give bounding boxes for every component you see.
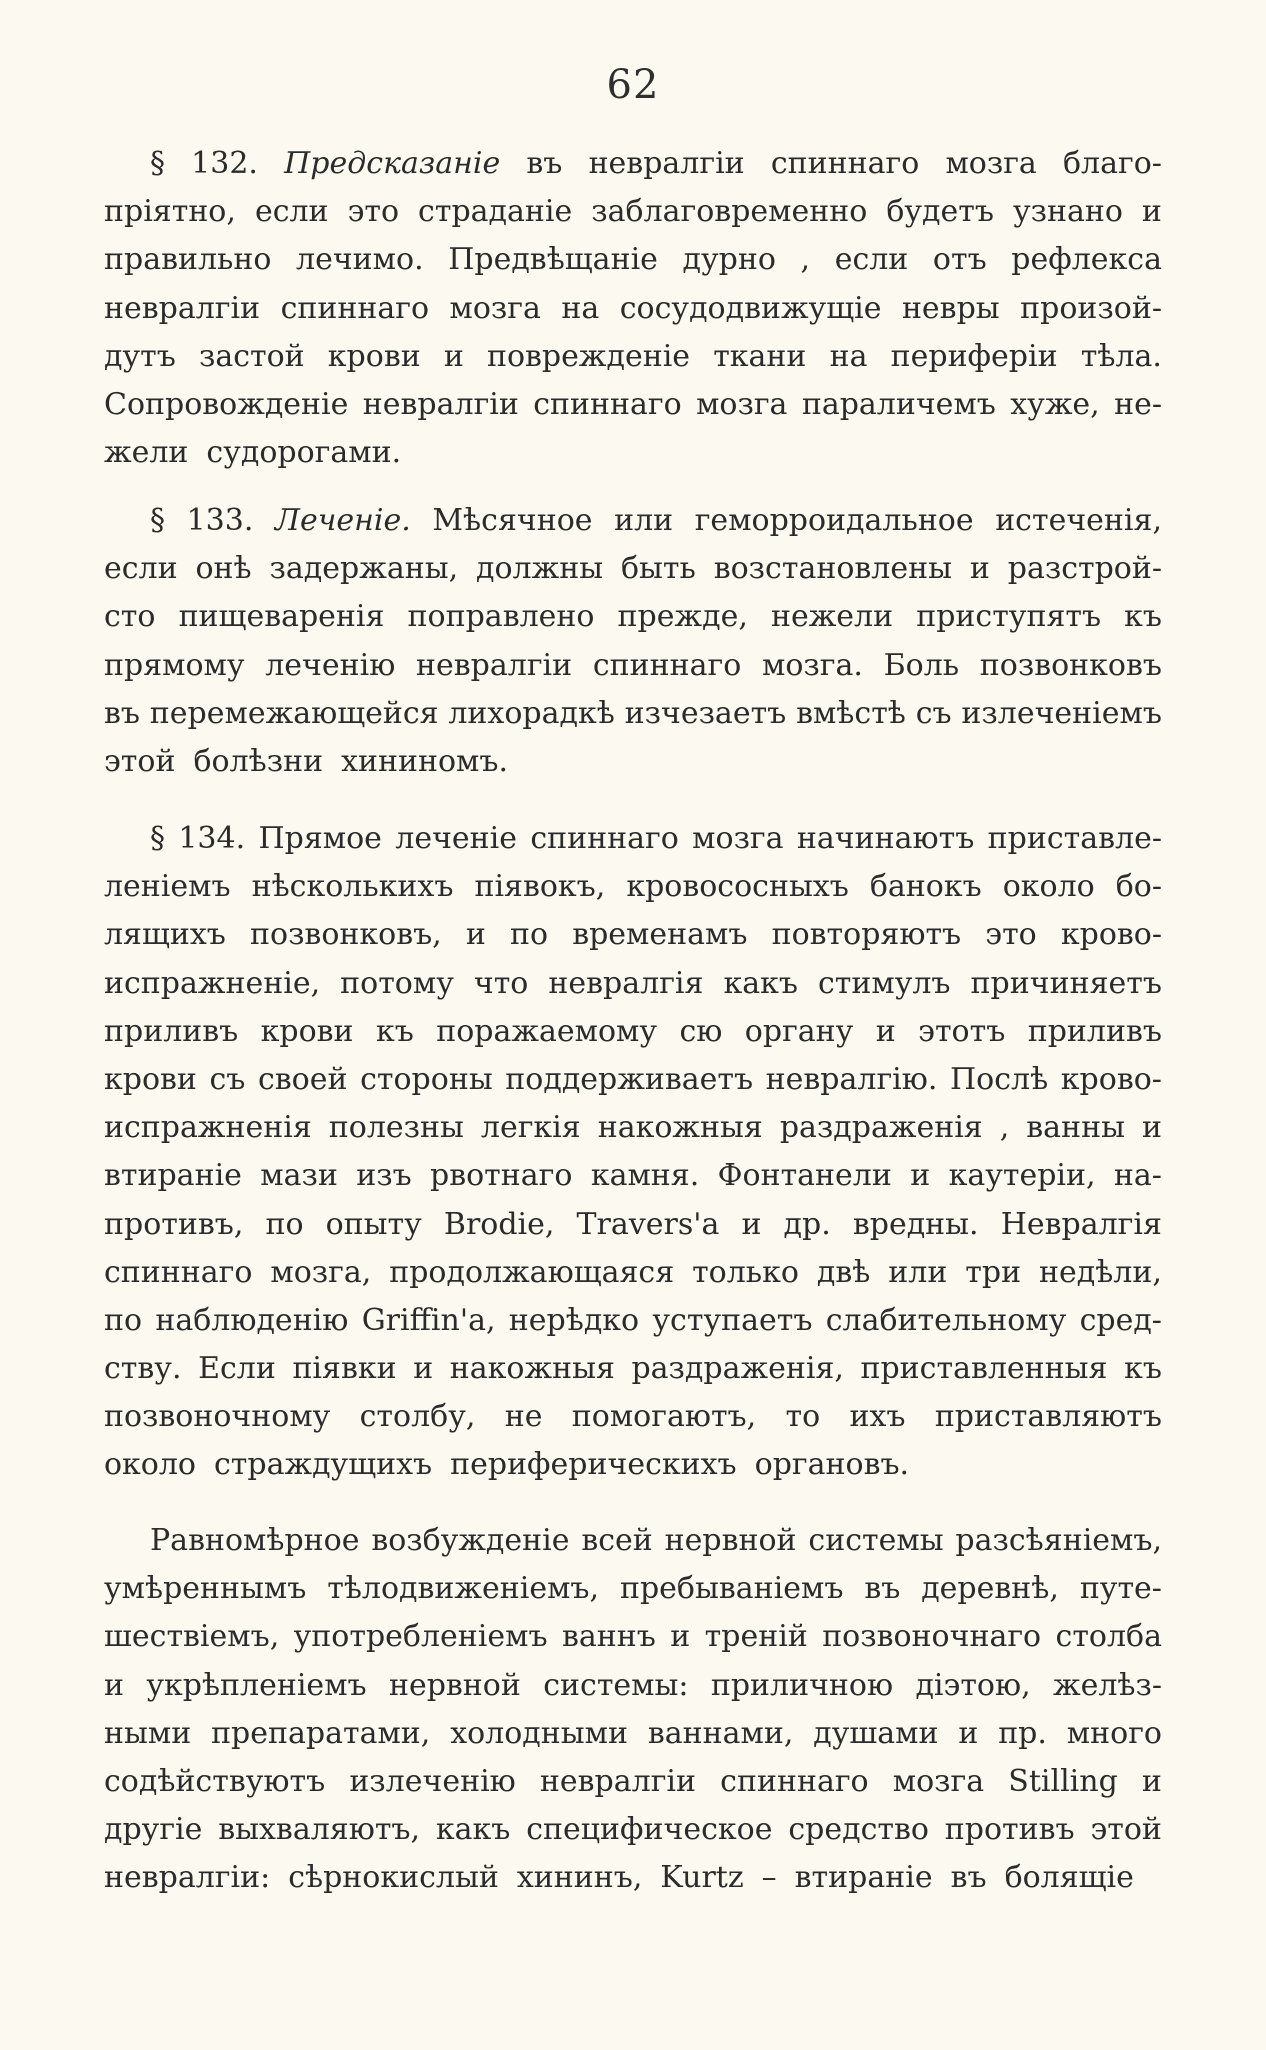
text-line: § 132. Предсказаніе въ невралгіи спиннаго мозга благо- [150,146,1162,181]
text-line: § 133. Леченіе. Мѣсячное или геморроидальное истеченія, [150,503,1162,538]
paragraph-134 [104,821,1162,1496]
text-line: другіе выхваляютъ, какъ специфическое средство противъ этой [104,1812,1162,1848]
text-line: противъ, по опыту Brodie, Travers'a и др. вредны. Невралгія [104,1206,1162,1242]
text-line: Равномѣрное возбужденіе всей нервной системы разсѣяніемъ, [150,1523,1162,1558]
text-line: по наблюденію Griffin'a, нерѣдко уступаетъ слабительному сред- [104,1302,1162,1338]
text-line: около страждущихъ периферическихъ органовъ. [104,1447,910,1483]
text-line: и укрѣпленіемъ нервной системы: приличною діэтою, желѣз- [104,1667,1162,1703]
text-line: если онѣ задержаны, должны быть возстановлены и разстрой- [104,551,1162,587]
text-line: пріятно, если это страданіе заблаговременно будетъ узнано и [104,194,1162,230]
text-line: ными препаратами, холодными ваннами, душами и пр. много [104,1715,1162,1751]
text-line: леніемъ нѣсколькихъ піявокъ, кровососныхъ банокъ около бо- [104,869,1162,905]
text-line: содѣйствуютъ излеченію невралгіи спиннаго мозга Stilling и [104,1763,1162,1799]
text-line: испражненія полезны легкія накожныя раздраженія , ванны и [104,1110,1162,1146]
paragraph-equal-stimulation [104,1523,1162,1909]
text-line: § 134. Прямое леченіе спиннаго мозга начинаютъ приставле- [150,821,1162,856]
text-line: невралгіи спиннаго мозга на сосудодвижущіе невры произой- [104,290,1162,326]
text-line: прямому леченію невралгіи спиннаго мозга. Боль позвонковъ [104,647,1162,683]
text-line: ству. Если піявки и накожныя раздраженія, приставленныя къ [104,1351,1162,1387]
text-line: приливъ крови къ поражаемому сю органу и этотъ приливъ [104,1013,1162,1049]
text-line: втираніе мази изъ рвотнаго камня. Фонтанели и каутеріи, на- [104,1158,1162,1194]
text-line: дутъ застой крови и поврежденіе ткани на периферіи тѣла. [104,338,1162,374]
text-line: позвоночному столбу, не помогаютъ, то ихъ приставляютъ [104,1399,1162,1435]
text-line: этой болѣзни хининомъ. [104,743,509,779]
text-line: крови съ своей стороны поддерживаетъ невралгію. Послѣ крово- [104,1061,1162,1097]
text-line: сто пищеваренія поправлено прежде, нежели приступятъ къ [104,599,1162,635]
text-line: умѣреннымъ тѣлодвиженіемъ, пребываніемъ въ деревнѣ, путе- [104,1571,1162,1607]
paragraph-133 [104,503,1162,792]
text-line: правильно лечимо. Предвѣщаніе дурно , если отъ рефлекса [104,242,1162,278]
text-line: Сопровожденіе невралгіи спиннаго мозга параличемъ хуже, не- [104,386,1162,422]
text-line: шествіемъ, употребленіемъ ваннъ и треній позвоночнаго столба [104,1619,1162,1655]
text-line: лящихъ позвонковъ, и по временамъ повторяютъ это крово- [104,917,1162,953]
text-line: спиннаго мозга, продолжающаяся только двѣ или три недѣли, [104,1254,1162,1290]
text-line: невралгіи: сѣрнокислый хининъ, Kurtz – втираніе въ болящіе [104,1860,1134,1896]
paragraph-132 [104,146,1162,483]
text-line: въ перемежающейся лихорадкѣ изчезаетъ вмѣстѣ съ излеченіемъ [104,695,1162,731]
text-line: испражненіе, потому что невралгія какъ стимулъ причиняетъ [104,965,1162,1001]
page-number: 62 [606,62,660,108]
text-line: жели судорогами. [104,435,402,471]
